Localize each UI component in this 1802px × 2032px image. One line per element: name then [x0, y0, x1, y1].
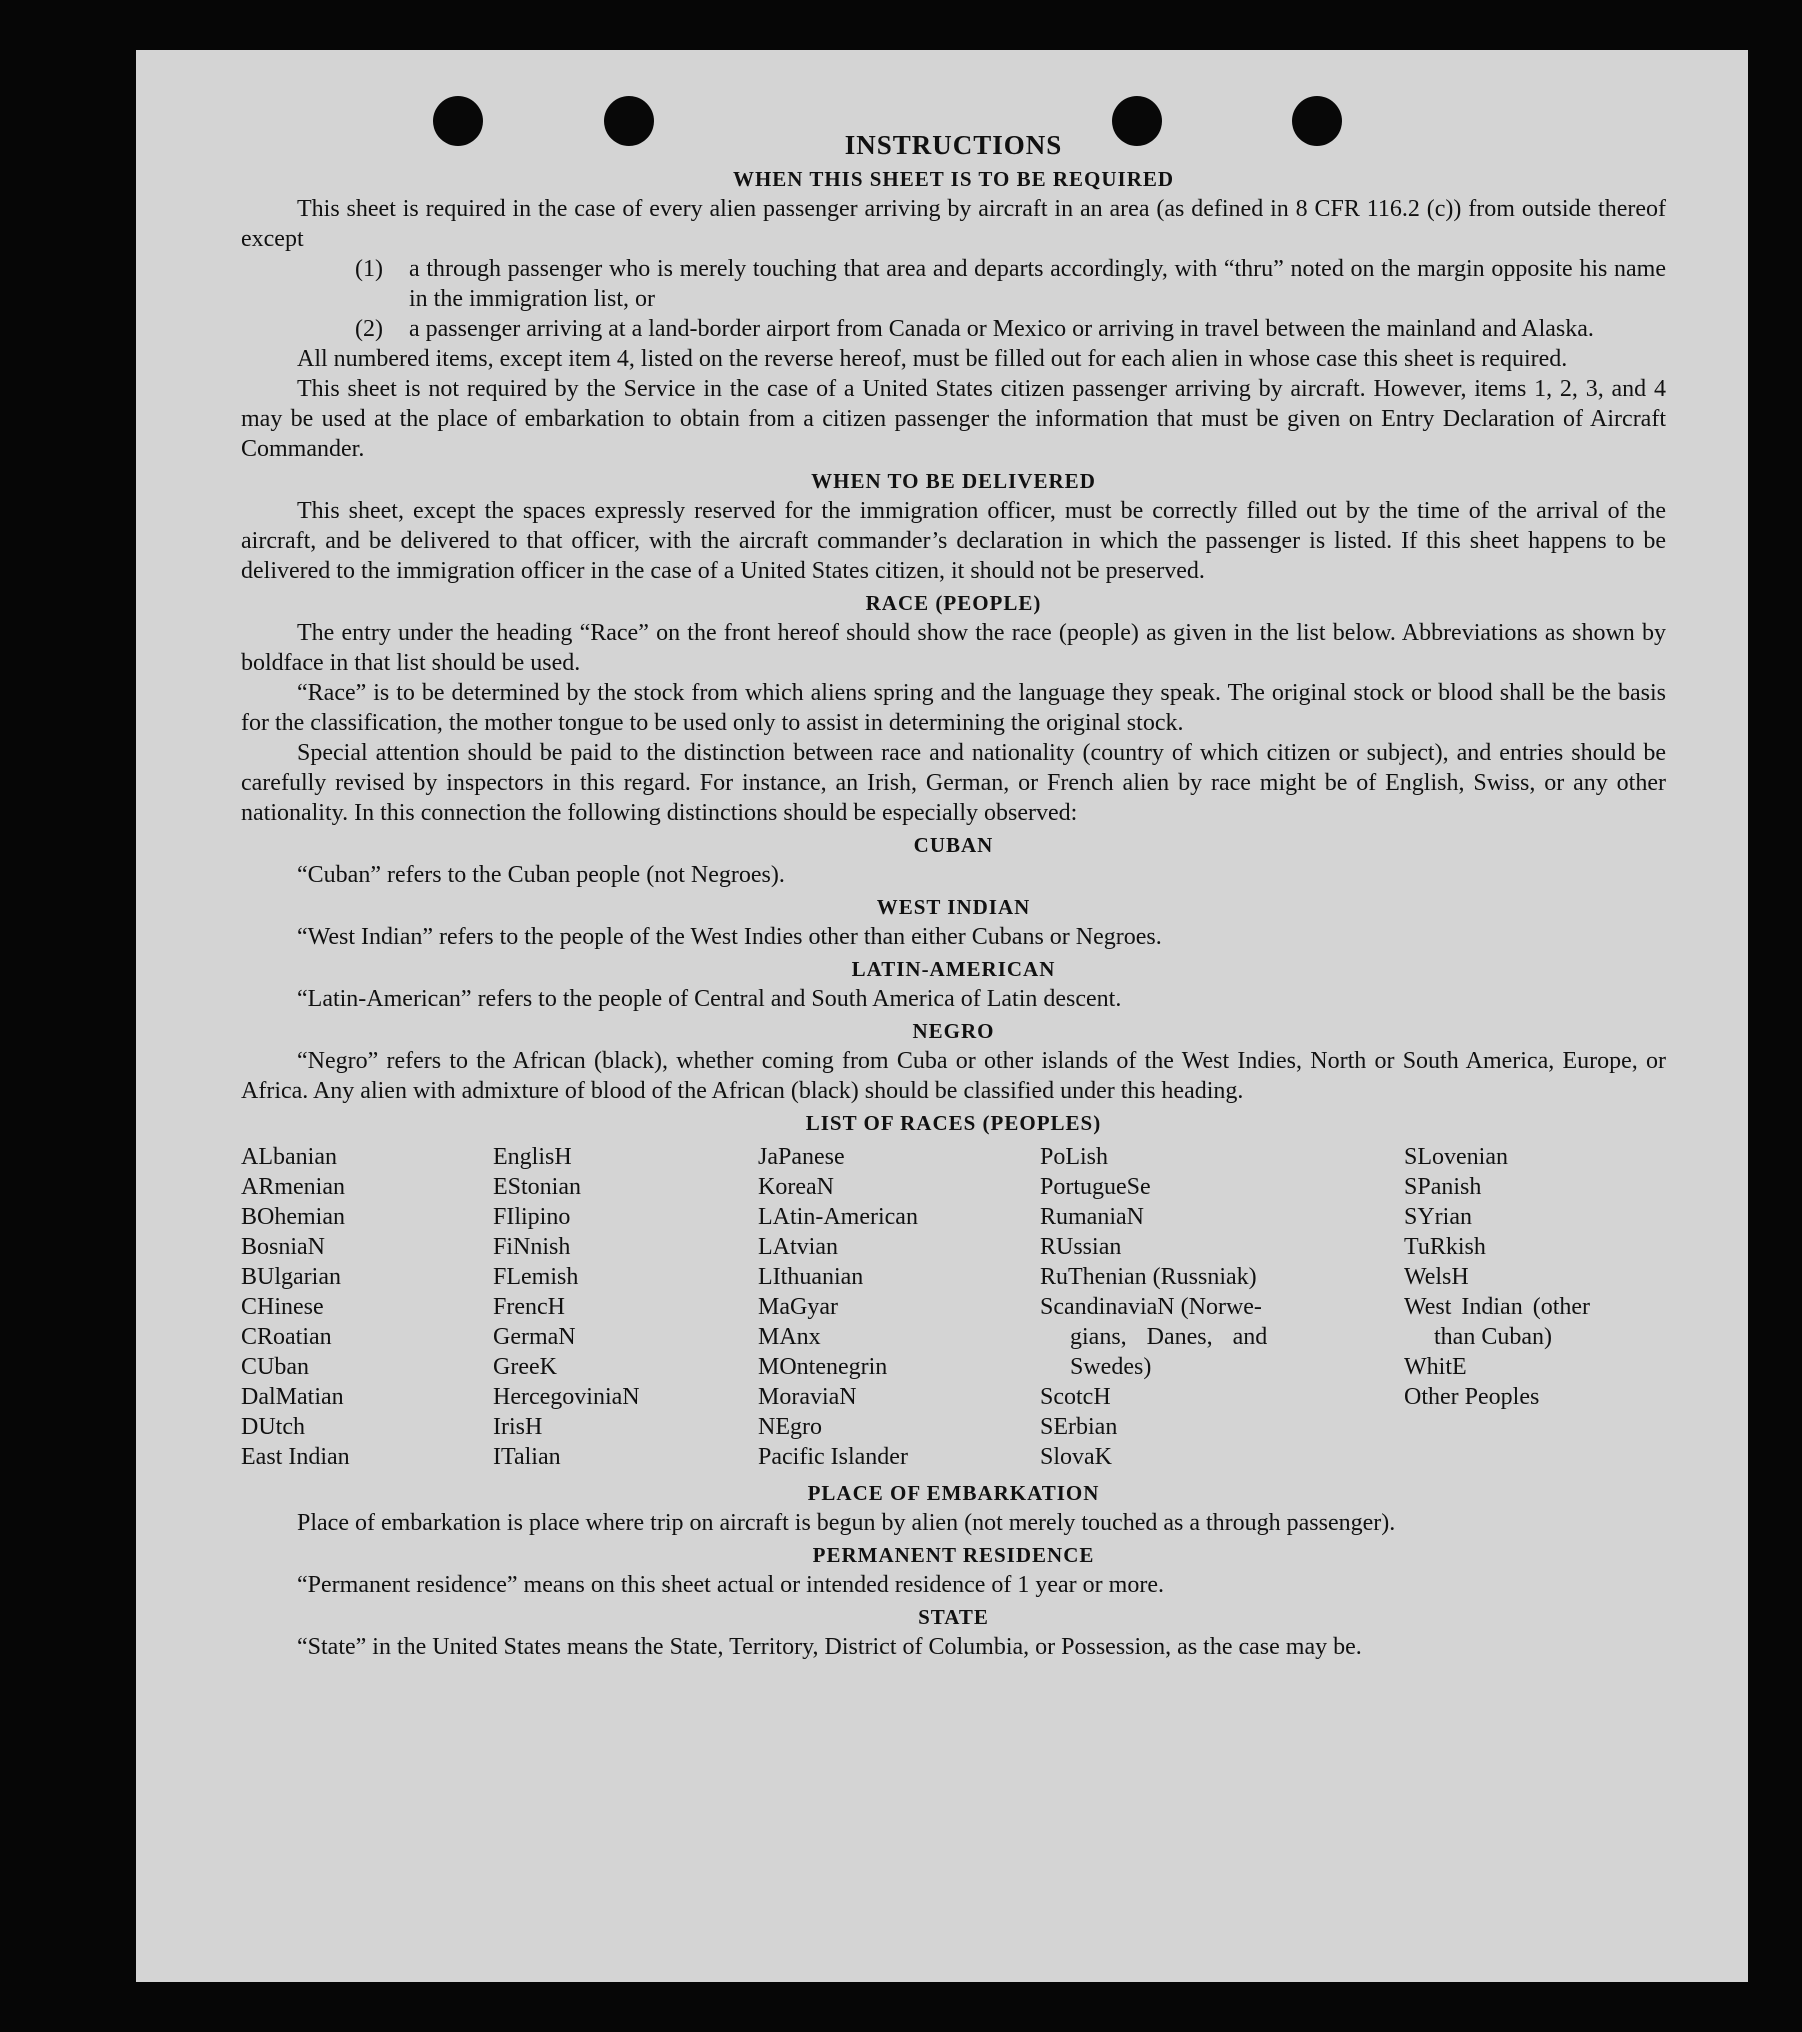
race-entry: CRoatian: [241, 1324, 332, 1350]
race-entry: LAtvian: [758, 1234, 838, 1260]
race-entry: MaGyar: [758, 1294, 838, 1320]
race-entry: RuThenian (Russniak): [1040, 1264, 1257, 1290]
paragraph-cuban: “Cuban” refers to the Cuban people (not Negroes).: [297, 862, 785, 888]
page-title: INSTRUCTIONS: [844, 130, 1063, 160]
race-entry: HercegoviniaN: [493, 1384, 640, 1410]
paragraph-embarkation: Place of embarkation is place where trip on aircraft is begun by alien (not merely touched as a through passenger).: [297, 1510, 1396, 1536]
race-entry: WelsH: [1404, 1264, 1469, 1290]
race-entry: LAtin-American: [758, 1204, 918, 1230]
heading-race: RACE (PEOPLE): [865, 591, 1042, 615]
race-entry: PoLish: [1040, 1144, 1109, 1170]
item-text: a through passenger who is merely touching that area and departs accordingly, with “thru” noted on the margin opposite his name in the immigration list, or: [409, 256, 1666, 312]
heading-delivered: WHEN TO BE DELIVERED: [811, 469, 1096, 493]
paragraph-race-2: “Race” is to be determined by the stock from which aliens spring and the language they speak. The original stock or blood shall be the basis for the classification, the mother tongue to be used only to assist in determining the original stock.: [241, 680, 1666, 736]
race-entry: WhitE: [1404, 1354, 1467, 1380]
race-entry: KoreaN: [758, 1174, 834, 1200]
paragraph-state: “State” in the United States means the State, Territory, District of Columbia, or Possession, as the case may be.: [297, 1634, 1362, 1660]
race-column: [1040, 1142, 1404, 1472]
punch-hole: [604, 96, 654, 146]
race-entry: IrisH: [493, 1414, 543, 1440]
race-entry: Pacific Islander: [758, 1444, 908, 1470]
document-body: [241, 128, 1666, 1662]
heading-cuban: CUBAN: [913, 833, 994, 857]
paragraph-latin-american: “Latin-American” refers to the people of Central and South America of Latin descent.: [297, 986, 1122, 1012]
race-entry: than Cuban): [1434, 1324, 1552, 1350]
race-entry: ALbanian: [241, 1144, 337, 1170]
punch-hole: [433, 96, 483, 146]
paragraph-negro: “Negro” refers to the African (black), whether coming from Cuba or other islands of the West Indies, North or South America, Europe, or Africa. Any alien with admixture of blood of the African (black) should be classified under this heading.: [241, 1048, 1666, 1104]
race-column: [241, 1142, 493, 1472]
item-text: a passenger arriving at a land-border airport from Canada or Mexico or arriving in travel between the mainland and Alaska.: [409, 316, 1594, 342]
race-entry: DalMatian: [241, 1384, 344, 1410]
heading-state: STATE: [918, 1605, 989, 1629]
race-entry: PortugueSe: [1040, 1174, 1151, 1200]
list-item: [355, 254, 1666, 314]
heading-embarkation: PLACE OF EMBARKATION: [807, 1481, 1100, 1505]
paragraph-numbered-items: All numbered items, except item 4, listed on the reverse hereof, must be filled out for each alien in whose case this sheet is required.: [297, 346, 1568, 372]
race-column: [1404, 1142, 1666, 1472]
race-entry: ITalian: [493, 1444, 561, 1470]
race-entry: EStonian: [493, 1174, 581, 1200]
heading-latin-american: LATIN-AMERICAN: [851, 957, 1056, 981]
race-entry: RUssian: [1040, 1234, 1122, 1260]
race-entry: ScandinaviaN (Norwe-: [1040, 1294, 1262, 1320]
heading-required: WHEN THIS SHEET IS TO BE REQUIRED: [732, 167, 1175, 191]
race-entry: FIlipino: [493, 1204, 571, 1230]
race-entry: FLemish: [493, 1264, 579, 1290]
race-entry: CUban: [241, 1354, 309, 1380]
race-list: [241, 1142, 1666, 1472]
race-entry: LIthuanian: [758, 1264, 864, 1290]
paragraph-required-intro: This sheet is required in the case of every alien passenger arriving by aircraft in an area (as defined in 8 CFR 116.2 (c)) from outside thereof except: [241, 196, 1666, 252]
heading-west-indian: WEST INDIAN: [876, 895, 1031, 919]
race-entry: JaPanese: [758, 1144, 845, 1170]
race-column: [493, 1142, 758, 1472]
race-entry: BosniaN: [241, 1234, 325, 1260]
paragraph-permanent-residence: “Permanent residence” means on this sheet actual or intended residence of 1 year or more.: [297, 1572, 1164, 1598]
instruction-sheet: [136, 50, 1748, 1982]
paragraph-delivered: This sheet, except the spaces expressly reserved for the immigration officer, must be correctly filled out by the time of the arrival of the aircraft, and be delivered to that officer, with the aircraft commander’s declaration in which the passenger is listed. If this sheet happens to be delivered to the immigration officer in the case of a United States citizen, it should not be preserved.: [241, 498, 1666, 584]
race-entry: Swedes): [1070, 1354, 1152, 1380]
paragraph-citizen: This sheet is not required by the Service in the case of a United States citizen passenger arriving by aircraft. However, items 1, 2, 3, and 4 may be used at the place of embarkation to obtain from a citizen passenger the information that must be given on Entry Declaration of Aircraft Commander.: [241, 376, 1666, 462]
race-entry: TuRkish: [1404, 1234, 1486, 1260]
race-entry: GreeK: [493, 1354, 557, 1380]
race-entry: Other Peoples: [1404, 1384, 1540, 1410]
race-entry: West Indian (other: [1404, 1294, 1591, 1320]
race-entry: ScotcH: [1040, 1384, 1111, 1410]
race-entry: SYrian: [1404, 1204, 1472, 1230]
race-entry: DUtch: [241, 1414, 305, 1440]
race-entry: MAnx: [758, 1324, 821, 1350]
race-entry: SlovaK: [1040, 1444, 1112, 1470]
race-entry: CHinese: [241, 1294, 324, 1320]
race-entry: East Indian: [241, 1444, 350, 1470]
race-entry: BUlgarian: [241, 1264, 341, 1290]
race-entry: ARmenian: [241, 1174, 345, 1200]
race-entry: SErbian: [1040, 1414, 1118, 1440]
punch-hole: [1292, 96, 1342, 146]
item-number: (1): [355, 256, 383, 282]
heading-permanent-residence: PERMANENT RESIDENCE: [812, 1543, 1095, 1567]
item-number: (2): [355, 316, 383, 342]
paragraph-race-1: The entry under the heading “Race” on the front hereof should show the race (people) as given in the list below. Abbreviations as shown by boldface in that list should be used.: [241, 620, 1666, 676]
race-entry: MoraviaN: [758, 1384, 857, 1410]
race-entry: RumaniaN: [1040, 1204, 1144, 1230]
paragraph-race-3: Special attention should be paid to the distinction between race and nationality (country of which citizen or subject), and entries should be carefully revised by inspectors in this regard. For instance, an Irish, German, or French alien by race might be of English, Swiss, or any other nationality. In this connection the following distinctions should be especially observed:: [241, 740, 1666, 826]
race-entry: gians, Danes, and: [1070, 1324, 1268, 1350]
race-entry: GermaN: [493, 1324, 576, 1350]
race-entry: EnglisH: [493, 1144, 572, 1170]
race-entry: FiNnish: [493, 1234, 571, 1260]
race-column: [758, 1142, 1040, 1472]
race-entry: MOntenegrin: [758, 1354, 888, 1380]
heading-negro: NEGRO: [912, 1019, 995, 1043]
race-entry: SLovenian: [1404, 1144, 1508, 1170]
race-entry: BOhemian: [241, 1204, 345, 1230]
list-item: [355, 314, 1666, 344]
punch-hole: [1112, 96, 1162, 146]
race-entry: NEgro: [758, 1414, 822, 1440]
race-entry: FrencH: [493, 1294, 565, 1320]
paragraph-west-indian: “West Indian” refers to the people of the West Indies other than either Cubans or Negroes.: [297, 924, 1162, 950]
heading-list-of-races: LIST OF RACES (PEOPLES): [805, 1111, 1102, 1135]
race-entry: SPanish: [1404, 1174, 1482, 1200]
